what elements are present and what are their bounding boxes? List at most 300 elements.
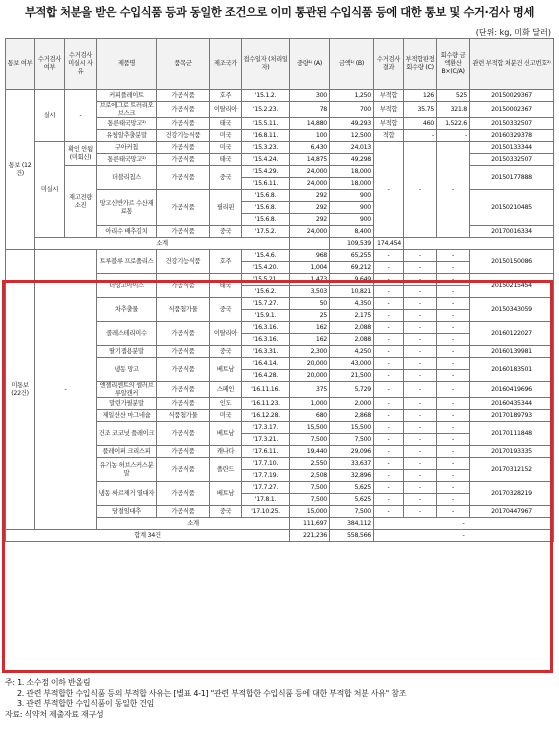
result-cell: -	[374, 422, 404, 434]
amount-cell: 4,250	[330, 346, 374, 358]
weight-cell: 1,000	[290, 398, 330, 410]
result-cell: -	[374, 470, 404, 482]
amount-cell: 7,500	[330, 506, 374, 518]
report-id-cell: 20150002367	[470, 102, 554, 118]
weight-cell: 25	[290, 310, 330, 322]
weight-cell: 162	[290, 322, 330, 334]
report-id-cell: 20160122027	[470, 322, 554, 346]
weight-cell: 7,500	[290, 494, 330, 506]
subtotal-rest	[404, 238, 554, 250]
date-cell: '15.2.23.	[242, 102, 290, 118]
product-name-cell: 더망고아이스	[97, 274, 157, 298]
amount-cell: 2,088	[330, 334, 374, 346]
subtotal-label: 소계	[97, 518, 290, 530]
weight-cell: 24,000	[290, 166, 330, 178]
report-id-cell: 20170189793	[470, 410, 554, 422]
country-cell: 중국	[210, 346, 242, 358]
subtotal-weight: 109,539	[330, 238, 374, 250]
recall-amount-cell: -	[437, 334, 470, 346]
date-cell: '15.6.11.	[242, 178, 290, 190]
header-cell: 관련 부적합 처분건 신고번호²⁾	[470, 39, 554, 90]
product-name-cell: 냉동 싸르제거 열대자	[97, 482, 157, 506]
report-id-cell: 20160435344	[470, 398, 554, 410]
amount-cell: 33,637	[330, 458, 374, 470]
result-cell: -	[374, 398, 404, 410]
product-name-cell: 엔젤리센트의 셀러브루알캔커	[97, 382, 157, 398]
recall-amount-cell: -	[437, 322, 470, 334]
subtotal-amount: 384,112	[330, 518, 374, 530]
recall-amount-cell: 525	[437, 90, 470, 102]
result-cell: -	[374, 370, 404, 382]
recall-amount-cell: -	[437, 130, 470, 142]
country-cell: 미국	[210, 410, 242, 422]
date-cell: '17.6.11.	[242, 446, 290, 458]
weight-cell: 15,500	[290, 422, 330, 434]
weight-cell: 78	[290, 102, 330, 118]
report-id-cell: 20170328219	[470, 482, 554, 506]
category-cell: 가공식품	[157, 90, 210, 102]
weight-cell: 292	[290, 202, 330, 214]
recall-cell: -	[404, 398, 437, 410]
amount-cell: 2,088	[330, 322, 374, 334]
amount-cell: 9,649	[330, 274, 374, 286]
recall-cell: -	[404, 470, 437, 482]
subtotal-row	[6, 238, 554, 250]
recall-amount-cell: -	[437, 310, 470, 322]
country-cell: 호주	[210, 250, 242, 274]
weight-cell: 968	[290, 250, 330, 262]
country-cell: 이탈리아	[210, 102, 242, 118]
country-cell: 베트남	[210, 482, 242, 506]
category-cell: 가공식품	[157, 118, 210, 130]
weight-cell: 162	[290, 334, 330, 346]
product-name-cell: 콜레스테리미수	[97, 322, 157, 346]
date-cell: '15.4.24.	[242, 154, 290, 166]
category-cell: 가공식품	[157, 458, 210, 482]
notify-status-cell: 통보 (12건)	[6, 90, 35, 250]
country-cell: 폴란드	[210, 458, 242, 482]
recall-amount-cell: -	[437, 410, 470, 422]
recall-cell: -	[404, 322, 437, 334]
subtotal-weight: 111,697	[290, 518, 330, 530]
result-cell: 부적합	[374, 90, 404, 102]
country-cell: 인도	[210, 398, 242, 410]
product-name-cell: 당절임대추	[97, 506, 157, 518]
result-cell: -	[374, 142, 404, 238]
weight-cell: 14,875	[290, 154, 330, 166]
date-cell: '16.12.28.	[242, 410, 290, 422]
category-cell: 가공식품	[157, 482, 210, 506]
footnote: 주: 1. 소수점 이하 반올림	[5, 678, 91, 687]
header-cell: 부적합판정 회수량 (C)	[404, 39, 437, 90]
result-cell: -	[374, 250, 404, 262]
recall-cell: -	[404, 298, 437, 310]
category-cell: 가공식품	[157, 382, 210, 398]
date-cell: '15.5.11.	[242, 118, 290, 130]
unnotified-section	[6, 250, 554, 530]
report-id-cell: 20160139981	[470, 346, 554, 358]
amount-cell: 900	[330, 214, 374, 226]
country-cell: 태국	[210, 154, 242, 166]
amount-cell: 18,000	[330, 178, 374, 190]
weight-cell: 6,430	[290, 142, 330, 154]
weight-cell: 7,500	[290, 434, 330, 446]
result-cell: -	[374, 286, 404, 298]
recall-cell: 126	[404, 90, 437, 102]
recall-cell: -	[404, 410, 437, 422]
report-id-cell: 20150150086	[470, 250, 554, 274]
amount-cell: 12,500	[330, 130, 374, 142]
result-cell: -	[374, 410, 404, 422]
amount-cell: 49,298	[330, 154, 374, 166]
result-cell: -	[374, 298, 404, 310]
result-cell: 부적합	[374, 118, 404, 130]
amount-cell: 10,821	[330, 286, 374, 298]
report-id-cell: 20150210485	[470, 190, 554, 226]
amount-cell: 2,175	[330, 310, 374, 322]
recall-cell: -	[404, 274, 437, 286]
country-cell: 중국	[210, 298, 242, 322]
recall-amount-cell: -	[437, 398, 470, 410]
header-cell: 금액¹⁾ (B)	[330, 39, 374, 90]
product-name-cell: 브로에그로 트러리오브스크	[97, 102, 157, 118]
table-row	[6, 142, 554, 154]
header-cell: 수거검사 결과	[374, 39, 404, 90]
recall-cell: 460	[404, 118, 437, 130]
header-cell: 품목군	[157, 39, 210, 90]
recall-amount-cell: -	[437, 422, 470, 434]
report-id-cell: 20160183501	[470, 358, 554, 382]
date-cell: '15.6.8.	[242, 214, 290, 226]
amount-cell: 1,250	[330, 90, 374, 102]
country-cell: 스페인	[210, 382, 242, 398]
reason-cell: 확인 안됨 (미회신)	[65, 142, 97, 166]
date-cell: '17.7.19.	[242, 470, 290, 482]
product-name-cell: 구아커칩	[97, 142, 157, 154]
weight-cell: 20,000	[290, 370, 330, 382]
category-cell: 가공식품	[157, 274, 210, 298]
inspection-status-cell: -	[35, 250, 97, 530]
report-id-cell: 20170016334	[470, 226, 554, 238]
weight-cell: 2,550	[290, 458, 330, 470]
category-cell: 식품첨가물	[157, 410, 210, 422]
amount-cell: 5,625	[330, 494, 374, 506]
reason-cell: -	[65, 90, 97, 142]
country-cell: 필리핀	[210, 190, 242, 226]
header-cell: 수거검사 여부	[35, 39, 65, 90]
source-note: 자료: 식약처 제출자료 재구성	[5, 709, 104, 719]
weight-cell: 292	[290, 190, 330, 202]
result-cell: -	[374, 382, 404, 398]
weight-cell: 50	[290, 298, 330, 310]
weight-cell: 24,000	[290, 226, 330, 238]
category-cell: 가공식품	[157, 446, 210, 458]
amount-cell: 2,868	[330, 410, 374, 422]
date-cell: '15.6.8.	[242, 202, 290, 214]
date-cell: '16.11.23.	[242, 398, 290, 410]
footnote: 3. 관련 부적합한 수입식품이 동일한 건임	[17, 699, 155, 708]
product-name-cell: 유청알추출분말	[97, 130, 157, 142]
country-cell: 태국	[210, 118, 242, 130]
result-cell: -	[374, 346, 404, 358]
country-cell: 호주	[210, 90, 242, 102]
table-row	[6, 166, 554, 178]
recall-cell: -	[404, 250, 437, 262]
recall-cell: 35.75	[404, 102, 437, 118]
reason-cell: 재고전량 소진	[65, 166, 97, 238]
header-cell: 회수량 금액환산 B×(C/A)	[437, 39, 470, 90]
recall-cell: -	[404, 434, 437, 446]
report-id-cell: 20170312152	[470, 458, 554, 482]
report-id-cell: 20160329378	[470, 130, 554, 142]
date-cell: '16.8.11.	[242, 130, 290, 142]
product-name-cell: 딸기잼용분말	[97, 346, 157, 358]
recall-cell: -	[404, 422, 437, 434]
date-cell: '17.3.17.	[242, 422, 290, 434]
weight-cell: 20,000	[290, 358, 330, 370]
table-row	[6, 250, 554, 262]
product-name-cell: 유기농 허브스커스분말	[97, 458, 157, 482]
product-name-cell: 더블리칩스	[97, 166, 157, 190]
date-cell: '17.10.25.	[242, 506, 290, 518]
recall-cell: -	[404, 382, 437, 398]
category-cell: 가공식품	[157, 346, 210, 358]
total-amount: 558,566	[330, 530, 374, 542]
recall-amount-cell: -	[437, 446, 470, 458]
weight-cell: 19,440	[290, 446, 330, 458]
category-cell: 가공식품	[157, 226, 210, 238]
weight-cell: 100	[290, 130, 330, 142]
weight-cell: 1,004	[290, 262, 330, 274]
category-cell: 가공식품	[157, 102, 210, 118]
recall-cell: -	[404, 262, 437, 274]
recall-amount-cell: -	[437, 506, 470, 518]
date-cell: '17.3.21.	[242, 434, 290, 446]
recall-cell: -	[404, 310, 437, 322]
country-cell: 미국	[210, 130, 242, 142]
subtotal-dash: -	[374, 518, 554, 530]
category-cell: 가공식품	[157, 322, 210, 346]
country-cell: 중국	[210, 506, 242, 518]
product-name-cell: 아리수 배추김치	[97, 226, 157, 238]
recall-cell: -	[404, 458, 437, 470]
amount-cell: 7,500	[330, 434, 374, 446]
recall-amount-cell: -	[437, 286, 470, 298]
inspection-status-cell: 실시	[35, 90, 65, 142]
date-cell: '17.7.27.	[242, 482, 290, 494]
weight-cell: 15,000	[290, 506, 330, 518]
result-cell: -	[374, 506, 404, 518]
result-cell: -	[374, 322, 404, 334]
weight-cell: 3,503	[290, 286, 330, 298]
amount-cell: 49,293	[330, 118, 374, 130]
unit-note: (단위: kg, 미화 달러)	[475, 28, 551, 37]
total-dash: -	[374, 530, 554, 542]
recall-amount-cell: -	[437, 370, 470, 382]
recall-amount-cell: -	[437, 274, 470, 286]
date-cell: '15.7.27.	[242, 298, 290, 310]
amount-cell: 900	[330, 190, 374, 202]
date-cell: '16.4.28.	[242, 370, 290, 382]
date-cell: '15.5.21.	[242, 274, 290, 286]
subtotal-amount: 174,454	[374, 238, 404, 250]
country-cell: 베트남	[210, 358, 242, 382]
report-id-cell: 20150029367	[470, 90, 554, 102]
result-cell: -	[374, 358, 404, 370]
product-name-cell: 통른태국망고²⁾	[97, 118, 157, 130]
footnotes	[5, 678, 406, 720]
header-cell: 통보 여부	[6, 39, 35, 90]
recall-amount-cell: -	[437, 470, 470, 482]
recall-cell: -	[404, 334, 437, 346]
report-id-cell: 20150332507	[470, 118, 554, 130]
amount-cell: 21,500	[330, 370, 374, 382]
amount-cell: 5,625	[330, 482, 374, 494]
date-cell: '15.1.2.	[242, 90, 290, 102]
total-weight: 221,236	[290, 530, 330, 542]
country-cell: 미국	[210, 142, 242, 154]
recall-amount-cell: -	[437, 358, 470, 370]
date-cell: '15.6.2.	[242, 286, 290, 298]
recall-amount-cell: -	[437, 262, 470, 274]
amount-cell: 8,400	[330, 226, 374, 238]
amount-cell: 69,212	[330, 262, 374, 274]
table-row	[6, 90, 554, 102]
report-id-cell: 20170193335	[470, 446, 554, 458]
weight-cell: 7,500	[290, 482, 330, 494]
product-name-cell: 제일산산 마그네슘	[97, 410, 157, 422]
recall-amount-cell: 321.8	[437, 102, 470, 118]
amount-cell: 29,096	[330, 446, 374, 458]
weight-cell: 680	[290, 410, 330, 422]
category-cell: 가공식품	[157, 142, 210, 154]
date-cell: '17.7.10.	[242, 458, 290, 470]
country-cell: 베트남	[210, 422, 242, 446]
header-cell: 접수일자 (처리일자)	[242, 39, 290, 90]
category-cell: 가공식품	[157, 422, 210, 446]
amount-cell: 15,500	[330, 422, 374, 434]
result-cell: -	[374, 262, 404, 274]
report-id-cell: 20150332507	[470, 154, 554, 166]
recall-cell: -	[404, 370, 437, 382]
header-cell: 제조국가	[210, 39, 242, 90]
result-cell: -	[374, 334, 404, 346]
date-cell: '15.9.1.	[242, 310, 290, 322]
date-cell: '16.3.16.	[242, 334, 290, 346]
date-cell: '15.4.20.	[242, 262, 290, 274]
category-cell: 식품첨가물	[157, 298, 210, 322]
report-id-cell: 20150343059	[470, 298, 554, 322]
data-table	[5, 38, 554, 542]
date-cell: '16.11.16.	[242, 382, 290, 398]
footnote: 2. 관련 부적합한 수입식품 등의 부적합 사유는 [별표 4-1] "관련 부적합한 수입식품 등에 대한 부적합 처분 사유" 참조	[17, 688, 407, 698]
recall-amount-cell: -	[437, 458, 470, 470]
amount-cell: 43,000	[330, 358, 374, 370]
product-name-cell: 건조 코코넛 플레이크	[97, 422, 157, 446]
date-cell: '15.4.6.	[242, 250, 290, 262]
recall-amount-cell: -	[437, 434, 470, 446]
category-cell: 가공식품	[157, 398, 210, 410]
total-label: 합계 34건	[6, 530, 290, 542]
amount-cell: 32,896	[330, 470, 374, 482]
amount-cell: 24,013	[330, 142, 374, 154]
date-cell: '16.3.31.	[242, 346, 290, 358]
date-cell: '16.3.16.	[242, 322, 290, 334]
category-cell: 건강기능식품	[157, 130, 210, 142]
recall-amount-cell: -	[437, 142, 470, 238]
result-cell: 부적합	[374, 102, 404, 118]
recall-amount-cell: -	[437, 482, 470, 494]
category-cell: 가공식품	[157, 166, 210, 190]
product-name-cell: 커피플레이트	[97, 90, 157, 102]
recall-amount-cell: -	[437, 250, 470, 262]
recall-amount-cell: 1,522.6	[437, 118, 470, 130]
weight-cell: 24,000	[290, 178, 330, 190]
amount-cell: 2,000	[330, 398, 374, 410]
recall-cell: -	[404, 446, 437, 458]
header-cell: 중량¹⁾ (A)	[290, 39, 330, 90]
recall-cell: -	[404, 358, 437, 370]
product-name-cell: 트루블루 프로폴리스	[97, 250, 157, 274]
recall-cell: -	[404, 494, 437, 506]
result-cell: -	[374, 434, 404, 446]
recall-cell: -	[404, 346, 437, 358]
header-cell: 제품명	[97, 39, 157, 90]
weight-cell: 1,473	[290, 274, 330, 286]
header-cell: 수거검사 미실시 사유	[65, 39, 97, 90]
date-cell: '16.4.14.	[242, 358, 290, 370]
amount-cell: 5,729	[330, 382, 374, 398]
country-cell: 중국	[210, 166, 242, 190]
recall-cell: -	[404, 142, 437, 238]
product-name-cell: 플레이퍼 크리스피	[97, 446, 157, 458]
weight-cell: 300	[290, 90, 330, 102]
product-name-cell: 냉동 망고	[97, 358, 157, 382]
report-id-cell: 20160419696	[470, 382, 554, 398]
amount-cell: 700	[330, 102, 374, 118]
category-cell: 가공식품	[157, 154, 210, 166]
report-id-cell: 20150177888	[470, 166, 554, 190]
report-id-cell: 20150133344	[470, 142, 554, 154]
weight-cell: 14,880	[290, 118, 330, 130]
result-cell: -	[374, 310, 404, 322]
weight-cell: 2,300	[290, 346, 330, 358]
amount-cell: 4,350	[330, 298, 374, 310]
date-cell: '15.4.29.	[242, 166, 290, 178]
subtotal-label: 소계	[35, 238, 290, 250]
category-cell: 가공식품	[157, 358, 210, 382]
total-row	[6, 530, 554, 542]
country-cell: 캐나다	[210, 446, 242, 458]
recall-amount-cell: -	[437, 494, 470, 506]
subtotal-spacer	[290, 238, 330, 250]
category-cell: 건강기능식품	[157, 250, 210, 274]
product-name-cell: 망고신반가르 수산재료통	[97, 190, 157, 226]
page-title: 부적합 처분을 받은 수입식품 등과 동일한 조건으로 이미 통관된 수입식품 등에 대한 통보 및 수거·검사 명세	[25, 6, 534, 19]
product-name-cell: 통른태국망고²⁾	[97, 154, 157, 166]
result-cell: -	[374, 482, 404, 494]
country-cell: 이탈리아	[210, 322, 242, 346]
notify-status-cell: 미통보 (22건)	[6, 250, 35, 530]
category-cell: 가공식품	[157, 190, 210, 226]
recall-cell: -	[404, 286, 437, 298]
product-name-cell: 차추출물	[97, 298, 157, 322]
amount-cell: 65,255	[330, 250, 374, 262]
report-id-cell: 20170447967	[470, 506, 554, 518]
result-cell: -	[374, 458, 404, 470]
recall-amount-cell: -	[437, 298, 470, 310]
report-id-cell: 20170111848	[470, 422, 554, 446]
